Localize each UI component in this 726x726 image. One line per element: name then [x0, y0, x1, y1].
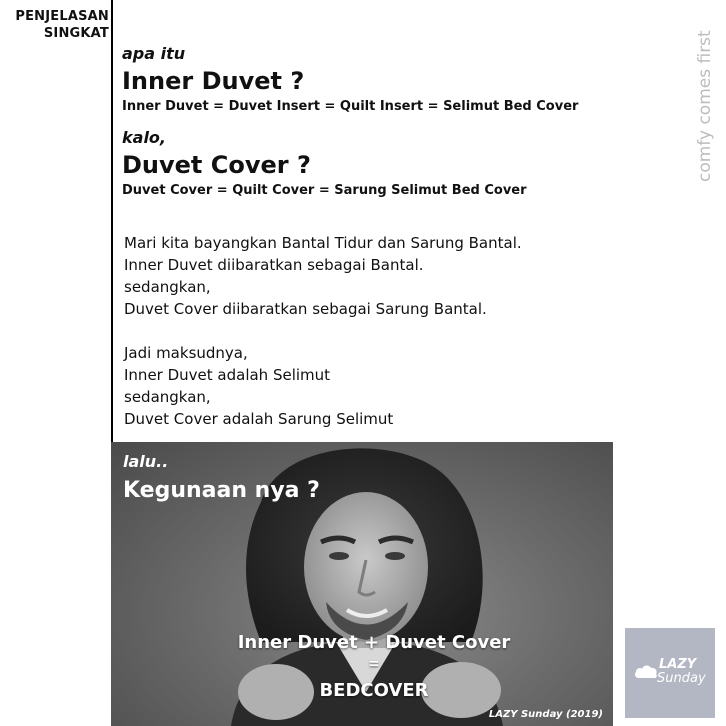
duvet-cover-title: Duvet Cover ? [122, 151, 311, 179]
side-heading-line1: PENJELASAN [15, 9, 109, 24]
definitions-section [122, 44, 602, 200]
tagline: comfy comes first [695, 30, 715, 182]
photo-panel [111, 442, 613, 726]
explanation-line: Mari kita bayangkan Bantal Tidur dan Sarung Bantal. [124, 234, 522, 252]
cloud-icon [633, 662, 659, 680]
inner-duvet-intro: apa itu [122, 44, 186, 63]
logo-text-line2: Sunday [657, 671, 706, 686]
explanation-line: Inner Duvet adalah Selimut [124, 366, 331, 384]
explanation-line: Duvet Cover diibaratkan sebagai Sarung Bantal. [124, 300, 487, 318]
paragraph-gap [124, 320, 594, 342]
explanation-text [124, 232, 594, 430]
duvet-cover-intro: kalo, [122, 128, 166, 147]
formula-line-2: = [368, 656, 380, 672]
explanation-line: Duvet Cover adalah Sarung Selimut [124, 410, 394, 428]
formula-line-3: BEDCOVER [319, 680, 429, 701]
explanation-line: Inner Duvet diibaratkan sebagai Bantal. [124, 256, 424, 274]
side-heading-line2: SINGKAT [43, 26, 109, 41]
formula-line-1: Inner Duvet + Duvet Cover [237, 632, 511, 653]
inner-duvet-equation: Inner Duvet = Duvet Insert = Quilt Insert = Selimut Bed Cover [122, 99, 579, 114]
vertical-divider [111, 0, 113, 442]
duvet-cover-equation: Duvet Cover = Quilt Cover = Sarung Selimut Bed Cover [122, 183, 527, 198]
inner-duvet-title: Inner Duvet ? [122, 67, 305, 95]
logo-text-line1: LAZY [659, 657, 697, 672]
photo-credit: LAZY Sunday (2019) [488, 709, 603, 720]
explanation-line: sedangkan, [124, 388, 211, 406]
panel-intro: lalu.. [123, 452, 169, 471]
side-heading [15, 8, 109, 42]
explanation-line: Jadi maksudnya, [124, 344, 248, 362]
explanation-line: sedangkan, [124, 278, 211, 296]
lazy-sunday-logo [625, 628, 715, 718]
panel-question: Kegunaan nya ? [123, 478, 320, 503]
